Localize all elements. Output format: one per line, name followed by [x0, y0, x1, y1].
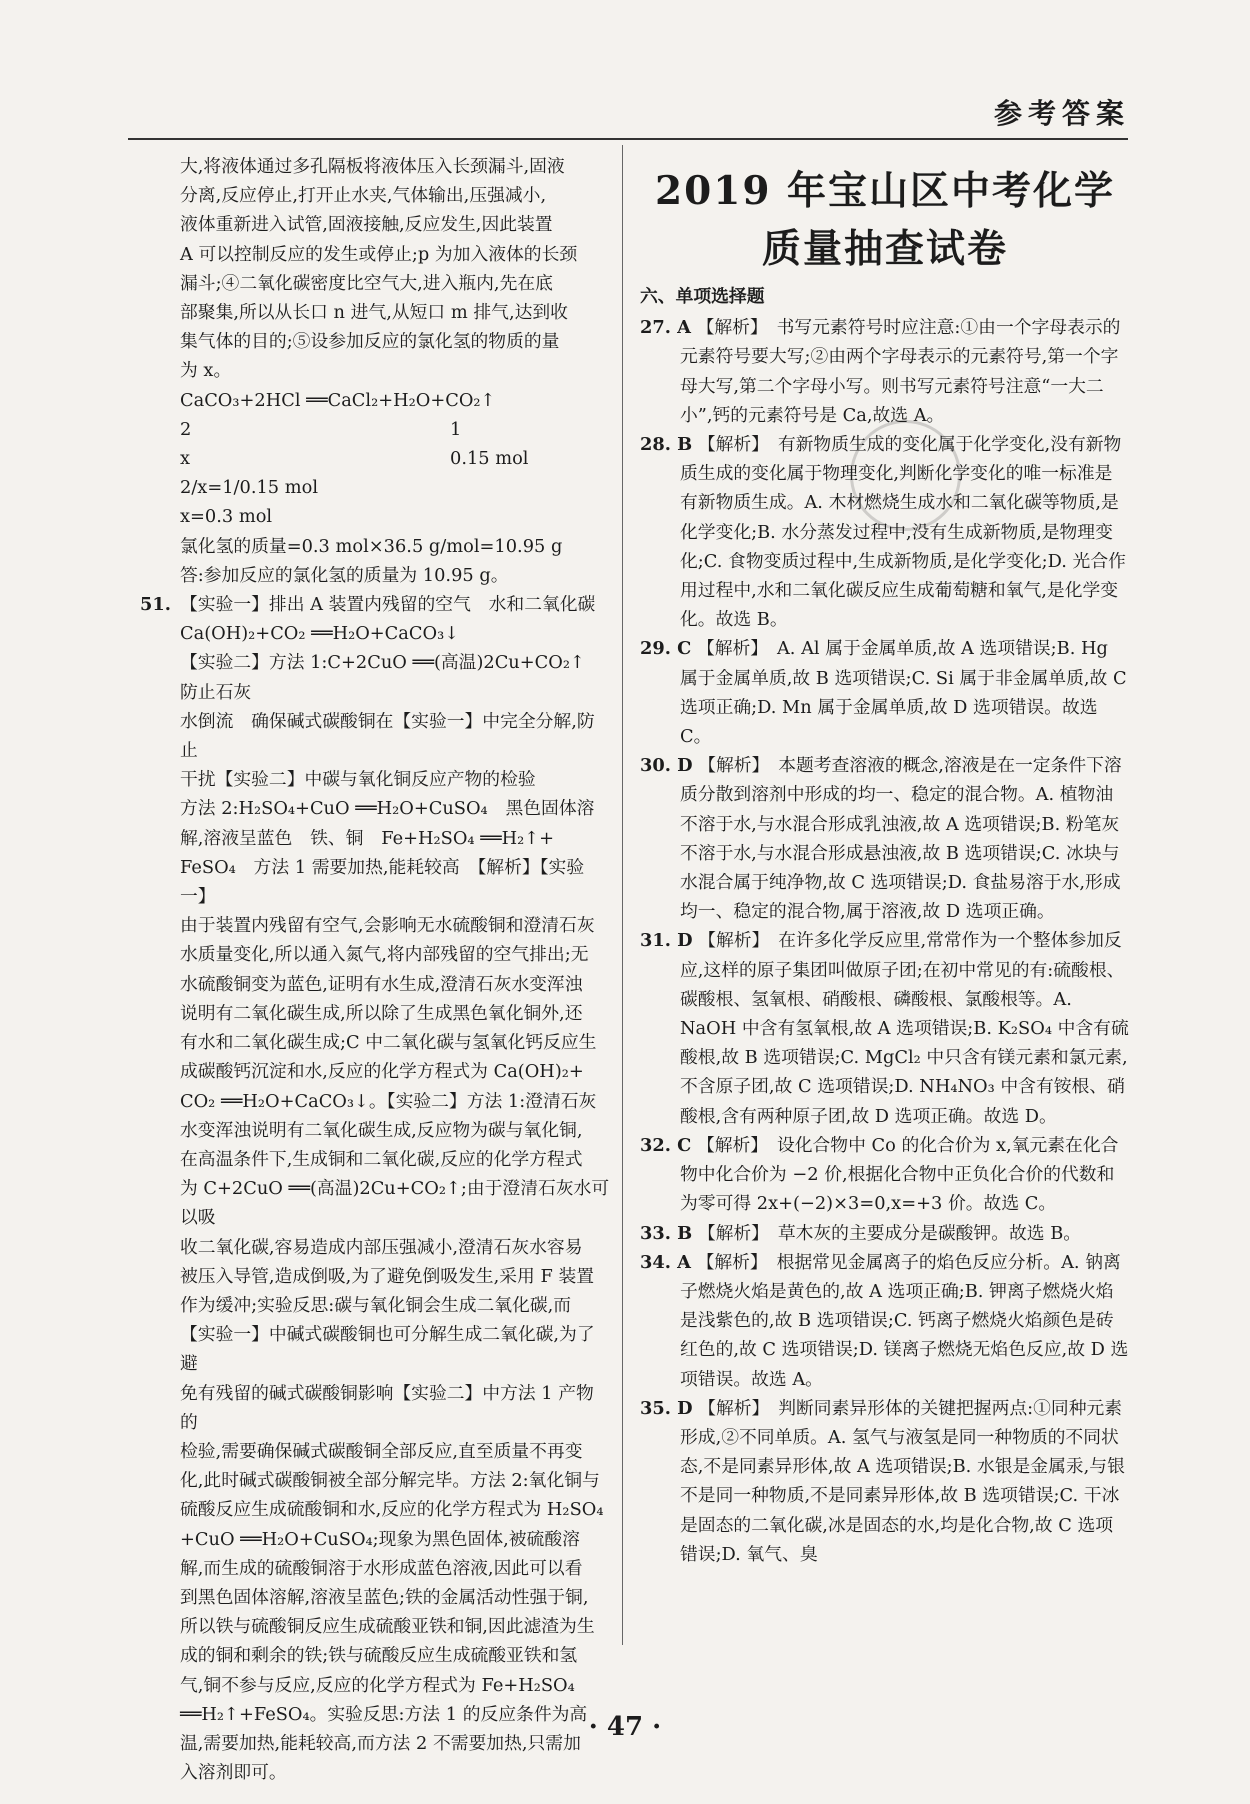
answer-list	[640, 313, 1130, 1569]
answer-item	[640, 1394, 1130, 1569]
answer-text: 【解析】 在许多化学反应里,常常作为一个整体参加反应,这样的原子集团叫做原子团;在初中常见的有:硫酸根、碳酸根、氢氧根、硝酸根、磷酸根、氯酸根等。A. NaOH 中含有氢氧根,故 A 选项错误;B. K₂SO₄ 中含有硫酸根,故 B 选项错误;C. MgCl₂ 中只含有镁元素和氯元素,不含原子团,故 C 选项错误;D. NH₄NO₃ 中含有铵根、硝酸根,含有两种原子团,故 D 选项正确。故选 D。	[680, 930, 1129, 1127]
text-line: 水变浑浊说明有二氧化碳生成,反应物为碳与氧化铜,	[180, 1119, 583, 1141]
header-rule	[128, 138, 1128, 140]
text-line: 集气体的目的;⑤设参加反应的氯化氢的物质的量	[180, 331, 560, 353]
answer-text: 【解析】 书写元素符号时应注意:①由一个字母表示的元素符号要大写;②由两个字母表示的元素符号,第一个字母大写,第二个字母小写。则书写元素符号注意“一大二小”,钙的元素符号是 Ca,故选 A。	[680, 317, 1121, 426]
text-line: 水硫酸铜变为蓝色,证明有水生成,澄清石灰水变浑浊	[180, 973, 583, 995]
intro-paragraph	[180, 152, 610, 386]
answer-number: 31. D	[640, 930, 693, 952]
column-divider	[622, 145, 623, 1645]
text-line: Ca(OH)₂+CO₂ ══H₂O+CaCO₃↓	[180, 623, 460, 645]
calculation	[180, 473, 610, 590]
answer-number: 28. B	[640, 434, 693, 456]
text-line: 检验,需要确保碱式碳酸铜全部反应,直至质量不再变	[180, 1440, 583, 1462]
text-line: 漏斗;④二氧化碳密度比空气大,进入瓶内,先在底	[180, 272, 553, 294]
answer-number: 34. A	[640, 1251, 691, 1273]
text-line: 部聚集,所以从长口 n 进气,从短口 m 排气,达到收	[180, 302, 568, 324]
text-line: 【实验一】中碱式碳酸铜也可分解生成二氧化碳,为了避	[180, 1324, 595, 1375]
text-line: 气,铜不参与反应,反应的化学方程式为 Fe+H₂SO₄	[180, 1674, 575, 1696]
page-number: · 47 ·	[588, 1712, 662, 1742]
coefficient-right: 1	[450, 418, 462, 440]
text-line: 到黑色固体溶解,溶液呈蓝色;铁的金属活动性强于铜,	[180, 1586, 589, 1608]
answer-text: 【解析】 A. Al 属于金属单质,故 A 选项错误;B. Hg 属于金属单质,故 B 选项错误;C. Si 属于非金属单质,故 C 选项正确;D. Mn 属于金属单质,故 D 选项错误。故选 C。	[680, 638, 1127, 748]
answer-item	[640, 1131, 1130, 1219]
answer-number: 27. A	[640, 317, 691, 339]
text-line: 硫酸反应生成硫酸铜和水,反应的化学方程式为 H₂SO₄	[180, 1499, 604, 1521]
text-line: ══H₂↑+FeSO₄。实验反思:方法 1 的反应条件为高	[180, 1703, 588, 1725]
calc-line: 氯化氢的质量=0.3 mol×36.5 g/mol=10.95 g	[180, 535, 563, 557]
answer-item	[640, 751, 1130, 926]
coefficient-row	[180, 444, 610, 473]
right-column	[640, 152, 1130, 1569]
answer-item	[640, 430, 1130, 634]
answer-item	[640, 1219, 1130, 1248]
exam-title	[640, 162, 1130, 278]
text-line: 干扰【实验二】中碳与氧化铜反应产物的检验	[180, 769, 536, 791]
answer-text: 【解析】 本题考查溶液的概念,溶液是在一定条件下溶质分散到溶剂中形成的均一、稳定的混合物。A. 植物油不溶于水,与水混合形成乳浊液,故 A 选项错误;B. 粉笔灰不溶于水,与水混合形成悬浊液,故 B 选项错误;C. 冰块与水混合属于纯净物,故 C 选项错误;D. 食盐易溶于水,形成均一、稳定的混合物,属于溶液,故 D 选项正确。	[680, 755, 1122, 923]
text-line: 解,溶液呈蓝色 铁、铜 Fe+H₂SO₄ ══H₂↑+	[180, 827, 555, 849]
answer-item	[640, 313, 1130, 430]
text-line: 成碳酸钙沉淀和水,反应的化学方程式为 Ca(OH)₂+	[180, 1061, 584, 1083]
text-line: 液体重新进入试管,固液接触,反应发生,因此装置	[180, 214, 553, 236]
text-line: 在高温条件下,生成铜和二氧化碳,反应的化学方程式	[180, 1148, 583, 1170]
text-line: 方法 2:H₂SO₄+CuO ══H₂O+CuSO₄ 黑色固体溶	[180, 798, 595, 820]
text-line: 由于装置内残留有空气,会影响无水硫酸铜和澄清石灰	[180, 915, 595, 937]
text-line: 为 x。	[180, 360, 232, 382]
text-line: FeSO₄ 方法 1 需要加热,能耗较高 【解析】【实验一】	[180, 856, 585, 908]
answer-item	[640, 634, 1130, 751]
text-line: +CuO ══H₂O+CuSO₄;现象为黑色固体,被硫酸溶	[180, 1528, 580, 1550]
title-line: 质量抽查试卷	[761, 226, 1008, 272]
text-line: 被压入导管,造成倒吸,为了避免倒吸发生,采用 F 装置	[180, 1265, 595, 1287]
answer-text: 【解析】 判断同素异形体的关键把握两点:①同种元素形成,②不同单质。A. 氢气与液氢是同一种物质的不同状态,不是同素异形体,故 A 选项错误;B. 水银是金属汞,与银不是同一种物质,不是同素异形体,故 B 选项错误;C. 干冰是固态的二氧化碳,冰是固态的水,均是化合物,故 C 选项错误;D. 氧气、臭	[680, 1397, 1125, 1565]
chemical-equation	[180, 386, 610, 474]
coefficient-row	[180, 415, 610, 444]
coefficient-left: 2	[180, 418, 192, 440]
text-line: 大,将液体通过多孔隔板将液体压入长颈漏斗,固液	[180, 156, 565, 177]
text-line: 分离,反应停止,打开止水夹,气体输出,压强减小,	[180, 185, 547, 207]
text-line: 入溶剂即可。	[180, 1762, 287, 1784]
text-line: CO₂ ══H₂O+CaCO₃↓。【实验二】方法 1:澄清石灰	[180, 1090, 597, 1112]
answer-number: 32. C	[640, 1134, 692, 1156]
answer-text: 【解析】 设化合物中 Co 的化合价为 x,氧元素在化合物中化合价为 −2 价,根据化合物中正负化合价的代数和为零可得 2x+(−2)×3=0,x=+3 价。故选 C。	[680, 1134, 1119, 1215]
answer-text: 【解析】 根据常见金属离子的焰色反应分析。A. 钠离子燃烧火焰是黄色的,故 A 选项正确;B. 钾离子燃烧火焰是浅紫色的,故 B 选项错误;C. 钙离子燃烧火焰颜色是砖红色的,故 C 选项错误;D. 镁离子燃烧无焰色反应,故 D 选项错误。故选 A。	[680, 1251, 1129, 1390]
section-title: 六、单项选择题	[640, 286, 765, 307]
left-column	[140, 152, 610, 1787]
text-line: 解,而生成的硫酸铜溶于水形成蓝色溶液,因此可以看	[180, 1557, 583, 1579]
text-line: 成的铜和剩余的铁;铁与硫酸反应生成硫酸亚铁和氢	[180, 1645, 578, 1667]
text-line: 【实验一】排出 A 装置内残留的空气 水和二氧化碳	[180, 594, 596, 616]
text-line: 水倒流 确保碱式碳酸铜在【实验一】中完全分解,防止	[180, 710, 595, 762]
coefficient-left: x	[180, 448, 191, 470]
answer-number: 29. C	[640, 638, 692, 660]
answer-number: 33. B	[640, 1222, 693, 1244]
calc-line: 2/x=1/0.15 mol	[180, 477, 319, 499]
text-line: 温,需要加热,能耗较高,而方法 2 不需要加热,只需加	[180, 1732, 581, 1754]
text-line: 有水和二氧化碳生成;C 中二氧化碳与氢氧化钙反应生	[180, 1032, 597, 1054]
question-51	[140, 590, 610, 1787]
text-line: 【实验二】方法 1:C+2CuO ══(高温)2Cu+CO₂↑ 防止石灰	[180, 652, 603, 703]
calc-line: 答:参加反应的氯化氢的质量为 10.95 g。	[180, 564, 509, 586]
text-line: 免有残留的碱式碳酸铜影响【实验二】中方法 1 产物的	[180, 1382, 594, 1433]
text-line: 收二氧化碳,容易造成内部压强减小,澄清石灰水容易	[180, 1236, 583, 1258]
text-line: 水质量变化,所以通入氮气,将内部残留的空气排出;无	[180, 944, 589, 966]
text-line: 说明有二氧化碳生成,所以除了生成黑色氧化铜外,还	[180, 1002, 583, 1024]
title-line: 2019 年宝山区中考化学	[654, 168, 1116, 214]
answer-number: 30. D	[640, 755, 693, 777]
answer-text: 【解析】 有新物质生成的变化属于化学变化,没有新物质生成的变化属于物理变化,判断化学变化的唯一标准是有新物质生成。A. 木材燃烧生成水和二氧化碳等物质,是化学变化;B. 水分蒸发过程中,没有生成新物质,是物理变化;C. 食物变质过程中,生成新物质,是化学变化;D. 光合作用过程中,水和二氧化碳反应生成葡萄糖和氧气,是化学变化。故选 B。	[680, 434, 1126, 631]
text-line: 作为缓冲;实验反思:碳与氧化铜会生成二氧化碳,而	[180, 1294, 572, 1316]
answer-item	[640, 926, 1130, 1130]
answer-item	[640, 1248, 1130, 1394]
equation-line: CaCO₃+2HCl ══CaCl₂+H₂O+CO₂↑	[180, 389, 496, 411]
answer-number: 35. D	[640, 1397, 693, 1419]
text-line: A 可以控制反应的发生或停止;p 为加入液体的长颈	[180, 243, 578, 265]
answer-text: 【解析】 草木灰的主要成分是碳酸钾。故选 B。	[697, 1222, 1082, 1244]
text-line: 为 C+2CuO ══(高温)2Cu+CO₂↑;由于澄清石灰水可以吸	[180, 1178, 610, 1229]
text-line: 所以铁与硫酸铜反应生成硫酸亚铁和铜,因此滤渣为生	[180, 1616, 595, 1638]
header-label: 参考答案	[993, 97, 1130, 130]
question-number: 51.	[140, 594, 171, 616]
coefficient-right: 0.15 mol	[450, 448, 529, 470]
text-line: 化,此时碱式碳酸铜被全部分解完毕。方法 2:氧化铜与	[180, 1470, 600, 1492]
calc-line: x=0.3 mol	[180, 506, 273, 528]
